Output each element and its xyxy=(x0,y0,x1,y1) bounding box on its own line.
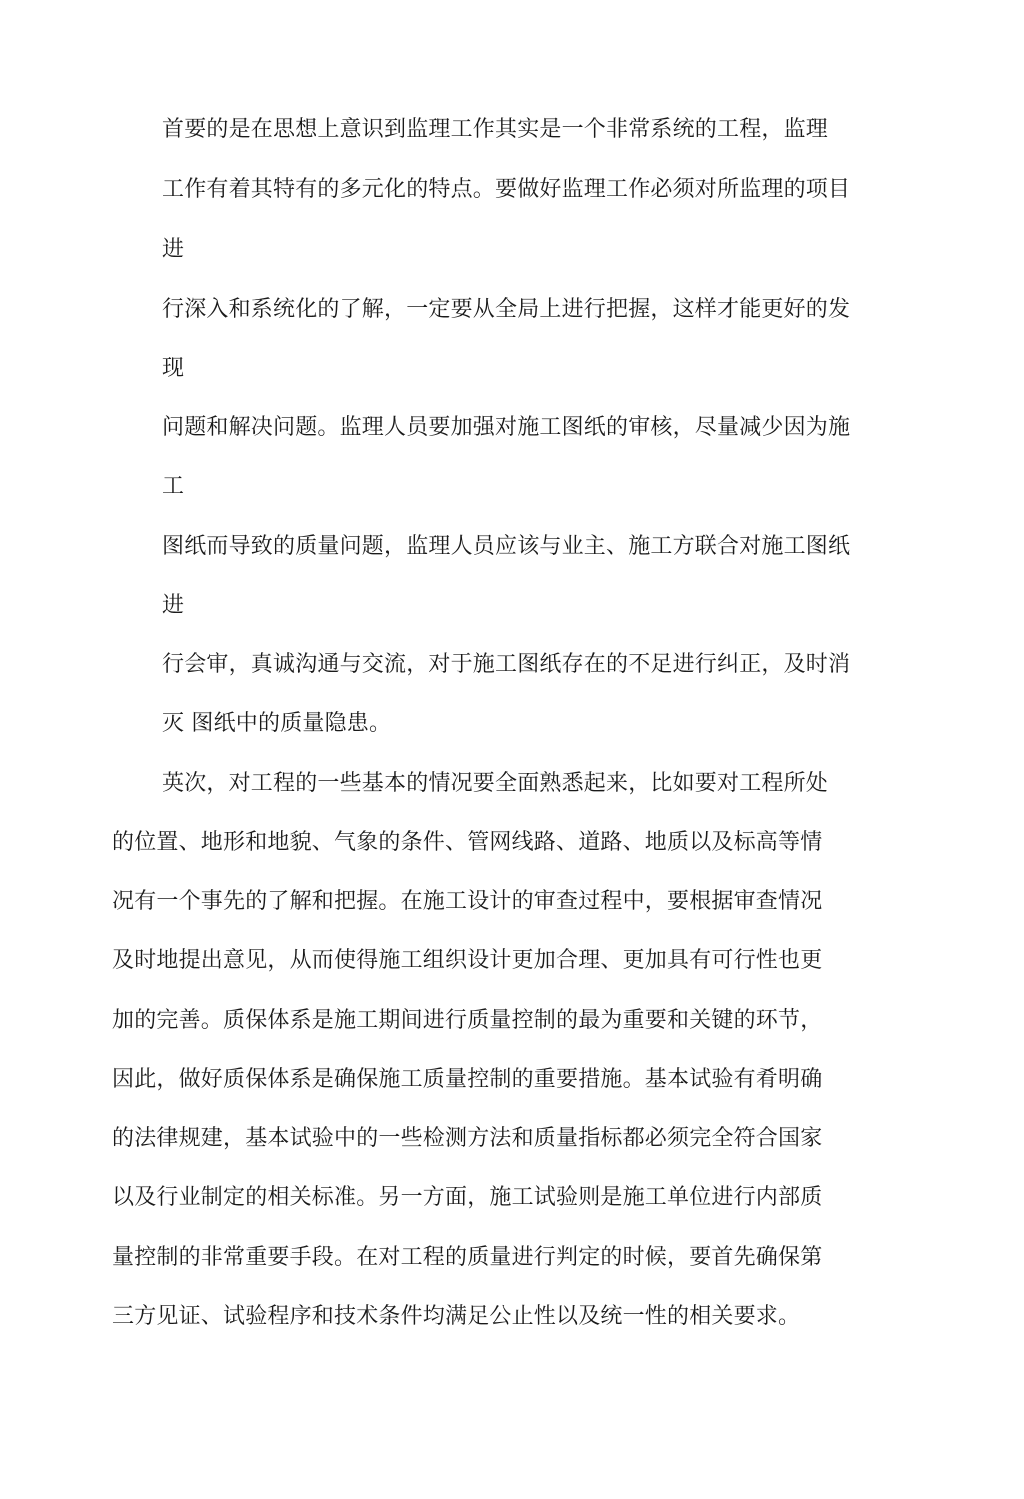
text-line: 以及行业制定的相关标准。另一方面，施工试验则是施工单位进行内部质 xyxy=(112,1185,823,1210)
text-line: 三方见证、试验程序和技术条件均满足公止性以及统一性的相关要求。 xyxy=(112,1304,801,1329)
text-line: 加的完善。质保体系是施工期间进行质量控制的最为重要和关键的环节， xyxy=(112,1008,823,1033)
text-line: 进 xyxy=(162,593,185,618)
text-line: 及时地提出意见，从而使得施工组织设计更加合理、更加具有可行性也更 xyxy=(112,948,823,973)
text-line: 行深入和系统化的了解，一定要从全局上进行把握，这样才能更好的发 xyxy=(162,297,851,322)
text-line: 的位置、地形和地貌、气象的条件、管网线路、道路、地质以及标高等情 xyxy=(112,830,823,855)
text-line: 首要的是在思想上意识到监理工作其实是一个非常系统的工程，监理 xyxy=(162,117,829,142)
text-line: 量控制的非常重要手段。在对工程的质量进行判定的时候，要首先确保第 xyxy=(112,1245,823,1270)
text-line: 因此，做好质保体系是确保施工质量控制的重要措施。基本试验有肴明确 xyxy=(112,1067,823,1092)
text-line: 的法律规建，基本试验中的一些检测方法和质量指标都必须完全符合国家 xyxy=(112,1126,823,1151)
text-line: 灭 图纸中的质量隐患。 xyxy=(162,711,392,736)
text-line: 问题和解决问题。监理人员要加强对施工图纸的审核，尽量减少因为施 xyxy=(162,415,851,440)
text-line: 进 xyxy=(162,237,185,262)
text-line: 图纸而导致的质量问题，监理人员应该与业主、施工方联合对施工图纸 xyxy=(162,534,851,559)
text-line: 行会审，真诚沟通与交流，对于施工图纸存在的不足进行纠正，及时消 xyxy=(162,652,851,677)
text-line: 工作有着其特有的多元化的特点。要做好监理工作必须对所监理的项目 xyxy=(162,177,851,202)
text-line: 现 xyxy=(162,356,185,381)
text-line: 况有一个事先的了解和把握。在施工设计的审查过程中，要根据审查情况 xyxy=(112,889,823,914)
text-line: 工 xyxy=(162,474,185,499)
text-line: 英次，对工程的一些基本的情况要全面熟悉起来，比如要对工程所处 xyxy=(162,771,829,796)
